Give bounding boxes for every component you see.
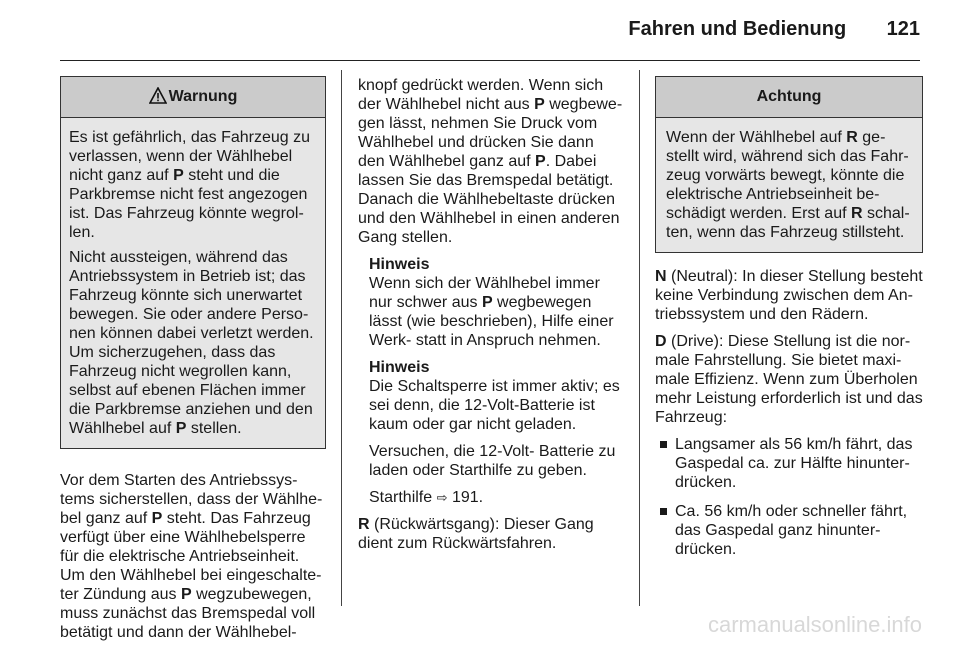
neutral-paragraph (655, 267, 923, 324)
page-header (60, 18, 920, 46)
note-text-2: Versuchen, die 12-Volt- Batterie zu laden oder Starthilfe zu geben. (369, 443, 616, 479)
gear-key: P (180, 586, 192, 603)
header-divider (60, 60, 920, 61)
caution-box (655, 76, 923, 253)
gear-key: P (535, 153, 546, 170)
column-1 (60, 76, 326, 650)
page-number: 121 (886, 18, 920, 40)
column-2 (358, 76, 624, 561)
starthilfe-reference[interactable] (369, 488, 624, 507)
gear-key: D (655, 333, 667, 350)
note-text: Die Schaltsperre ist immer aktiv; es sei denn, die 12-Volt-Batterie ist kaum oder gar nicht geladen. (369, 378, 620, 433)
text: wegbewe- gen lässt, nehmen Sie Druck vom Wählhebel und drücken Sie dann den Wählhebel ganz auf (358, 96, 623, 170)
gear-key: R (358, 516, 370, 533)
column-3 (655, 76, 923, 569)
text: Wenn sich der Wählhebel immer nur schwer aus (369, 275, 600, 311)
warning-box-body (61, 118, 325, 448)
gear-key: P (173, 167, 184, 184)
note-2 (369, 358, 624, 507)
column-divider-2 (639, 70, 640, 606)
bullet-list (655, 435, 923, 559)
gear-key: P (175, 420, 187, 437)
text: wegzubewegen, muss zunächst das Bremspedal voll betätigt und dann der Wählhebel- (60, 586, 316, 641)
caution-box-header: Achtung (656, 77, 922, 118)
drive-paragraph (655, 332, 923, 427)
text: (Rückwärtsgang): Dieser Gang dient zum Rückwärtsfahren. (358, 516, 594, 552)
lever-paragraph (358, 76, 624, 247)
warning-paragraph-2 (69, 248, 317, 438)
text: Ca. 56 km/h oder schneller fährt, das Gaspedal ganz hinunter- drücken. (675, 503, 908, 558)
text: ge- stellt wird, während sich das Fahr- zeug vorwärts bewegt, könnte die elektrische Antriebseinheit be- schädigt werden. Erst auf (666, 129, 909, 222)
text: . Dabei lassen Sie das Bremspedal betätigt. Danach die Wählhebeltaste drücken und den Wählhebel in einen anderen Gang stellen. (358, 153, 620, 246)
list-item (655, 435, 923, 492)
column-divider-1 (341, 70, 342, 606)
bullet-square-icon (660, 508, 667, 515)
text: stellen. (186, 420, 242, 437)
list-item (655, 502, 923, 559)
gear-key: N (655, 268, 667, 285)
page-reference-arrow-icon: ⇨ (436, 490, 448, 505)
text: 191. (447, 489, 484, 506)
gear-key: P (151, 510, 163, 527)
text: steht und die Parkbremse nicht fest angezogen ist. Das Fahrzeug könnte wegrol- len. (69, 167, 308, 241)
note-text (369, 274, 624, 350)
gear-key: R (850, 205, 863, 222)
text: Starthilfe (369, 489, 437, 506)
text: (Neutral): In dieser Stellung besteht keine Verbindung zwischen dem An- triebssystem und den Rädern. (655, 268, 923, 323)
caution-box-body (656, 118, 922, 252)
text: Langsamer als 56 km/h fährt, das Gaspedal ca. zur Hälfte hinunter- drücken. (675, 436, 913, 491)
intro-paragraph (60, 471, 326, 642)
warning-triangle-icon (149, 87, 167, 104)
note-1 (369, 255, 624, 350)
text: Nicht aussteigen, während das Antriebssystem in Betrieb ist; das Fahrzeug könnte sich unerwartet bewegen. Sie oder andere Perso- nen können dabei verletzt werden. Um sicherzugehen, dass das Fahrzeug nicht wegrollen kann, selbst auf ebenen Flächen immer die Parkbremse anziehen und den Wählhebel auf (69, 249, 314, 437)
warning-box (60, 76, 326, 449)
gear-key: R (846, 129, 858, 146)
note-heading: Hinweis (369, 256, 430, 273)
text: Vor dem Starten des Antriebssys- tems sicherstellen, dass der Wählhe- bel ganz auf (60, 472, 323, 527)
gear-key: P (481, 294, 493, 311)
text: (Drive): Diese Stellung ist die nor- male Fahrstellung. Sie bietet maxi- male Effizienz. Wenn zum Überholen mehr Leistung erforderlich ist und das Fahrzeug: (655, 333, 923, 426)
warning-box-header (61, 77, 325, 118)
reverse-paragraph (358, 515, 624, 553)
gear-key: P (534, 96, 545, 113)
text: steht. Das Fahrzeug verfügt über eine Wählhebelsperre für die elektrische Antriebseinheit. Um den Wählhebel bei eingeschalte- ter Zündung aus (60, 510, 322, 603)
caution-text (666, 128, 912, 242)
text: knopf gedrückt werden. Wenn sich der Wählhebel nicht aus (358, 77, 604, 113)
text: Es ist gefährlich, das Fahrzeug zu verlassen, wenn der Wählhebel nicht ganz auf (69, 129, 311, 184)
watermark: carmanualsonline.info (707, 612, 922, 637)
bullet-square-icon (660, 441, 667, 448)
warning-paragraph-1 (69, 128, 317, 242)
text: wegbewegen lässt (wie beschrieben), Hilfe einer Werk- statt in Anspruch nehmen. (369, 294, 614, 349)
text: Wenn der Wählhebel auf (666, 129, 847, 146)
page-title: Fahren und Bedienung (628, 18, 847, 40)
warning-heading: Warnung (168, 88, 238, 105)
note-heading: Hinweis (369, 359, 430, 376)
text: schal- ten, wenn das Fahrzeug stillsteht. (666, 205, 910, 241)
